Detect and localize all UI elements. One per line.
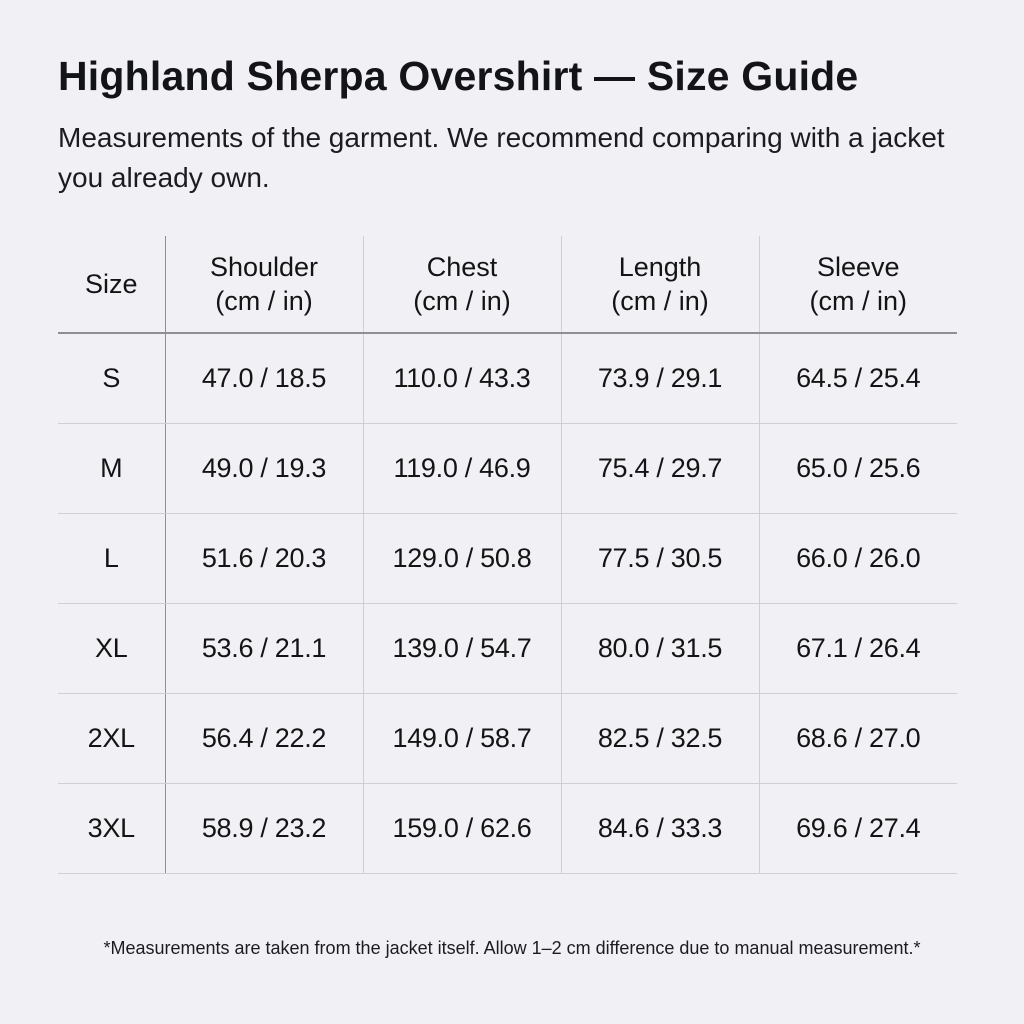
sleeve-cell: 68.6 / 27.0: [759, 694, 957, 784]
header-length: [561, 236, 759, 333]
header-label: Chest: [426, 252, 498, 282]
table-row: [58, 604, 957, 694]
shoulder-cell: 53.6 / 21.1: [165, 604, 363, 694]
table-header-row: [58, 236, 957, 333]
table-row: [58, 514, 957, 604]
length-cell: 77.5 / 30.5: [561, 514, 759, 604]
size-cell: M: [58, 424, 165, 514]
chest-cell: 110.0 / 43.3: [363, 333, 561, 424]
header-unit: (cm / in): [809, 286, 907, 316]
length-cell: 80.0 / 31.5: [561, 604, 759, 694]
chest-cell: 129.0 / 50.8: [363, 514, 561, 604]
header-shoulder: [165, 236, 363, 333]
sleeve-cell: 65.0 / 25.6: [759, 424, 957, 514]
shoulder-cell: 56.4 / 22.2: [165, 694, 363, 784]
page-title: Highland Sherpa Overshirt — Size Guide: [58, 53, 859, 99]
header-unit: (cm / in): [215, 286, 313, 316]
table-row: [58, 424, 957, 514]
table-body: [58, 333, 957, 874]
page-subtitle: Measurements of the garment. We recommend comparing with a jacket you already own.: [58, 122, 945, 193]
size-cell: 2XL: [58, 694, 165, 784]
header-unit: (cm / in): [611, 286, 709, 316]
table-header: [58, 236, 957, 333]
chest-cell: 159.0 / 62.6: [363, 784, 561, 874]
table-row: [58, 694, 957, 784]
shoulder-cell: 51.6 / 20.3: [165, 514, 363, 604]
header-label: Sleeve: [816, 252, 900, 282]
length-cell: 75.4 / 29.7: [561, 424, 759, 514]
shoulder-cell: 47.0 / 18.5: [165, 333, 363, 424]
chest-cell: 139.0 / 54.7: [363, 604, 561, 694]
size-cell: L: [58, 514, 165, 604]
size-cell: XL: [58, 604, 165, 694]
size-guide-table: [58, 236, 957, 874]
sleeve-cell: 66.0 / 26.0: [759, 514, 957, 604]
length-cell: 82.5 / 32.5: [561, 694, 759, 784]
shoulder-cell: 58.9 / 23.2: [165, 784, 363, 874]
header-label: Size: [84, 269, 138, 299]
header-label: Shoulder: [209, 252, 319, 282]
table-row: [58, 784, 957, 874]
length-cell: 84.6 / 33.3: [561, 784, 759, 874]
shoulder-cell: 49.0 / 19.3: [165, 424, 363, 514]
table-row: [58, 333, 957, 424]
header-size: [58, 236, 165, 333]
header-sleeve: [759, 236, 957, 333]
header-chest: [363, 236, 561, 333]
size-cell: 3XL: [58, 784, 165, 874]
header-unit: (cm / in): [413, 286, 511, 316]
sleeve-cell: 69.6 / 27.4: [759, 784, 957, 874]
measurement-footnote: *Measurements are taken from the jacket itself. Allow 1–2 cm difference due to manual measurement.*: [103, 938, 921, 958]
chest-cell: 149.0 / 58.7: [363, 694, 561, 784]
chest-cell: 119.0 / 46.9: [363, 424, 561, 514]
sleeve-cell: 64.5 / 25.4: [759, 333, 957, 424]
length-cell: 73.9 / 29.1: [561, 333, 759, 424]
header-label: Length: [618, 252, 702, 282]
size-cell: S: [58, 333, 165, 424]
sleeve-cell: 67.1 / 26.4: [759, 604, 957, 694]
